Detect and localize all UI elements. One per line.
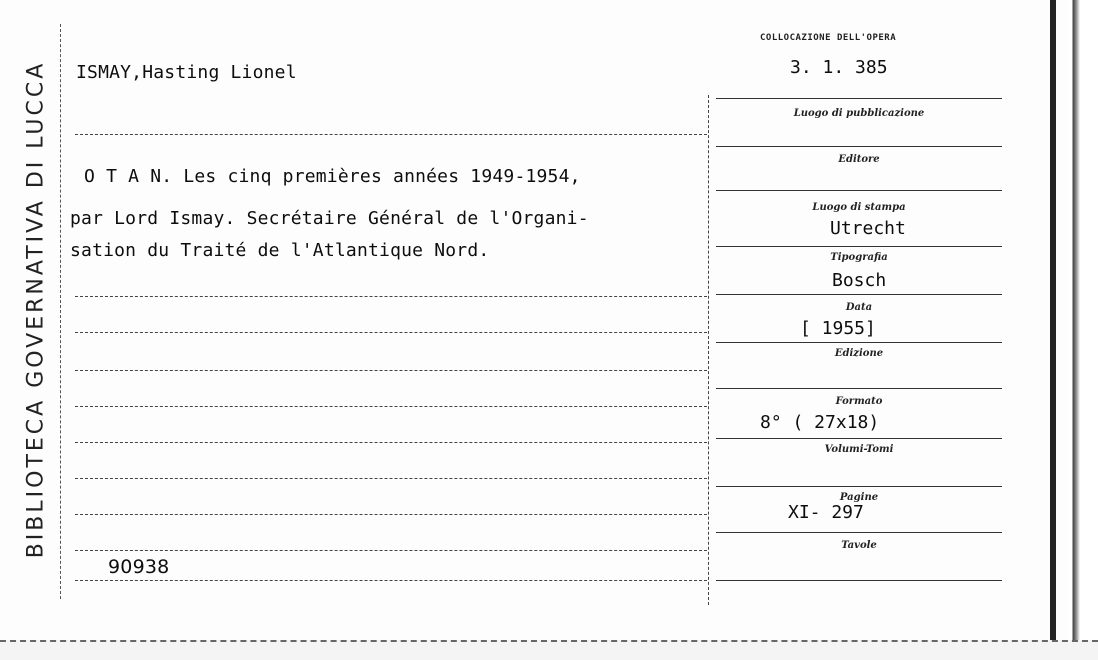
card-bottom-edge [0, 640, 1098, 660]
scan-border [1068, 0, 1098, 660]
right-rule-3 [716, 190, 1002, 191]
data-label: Data [845, 302, 873, 313]
tipografia-label: Tipografia [830, 252, 888, 263]
volumi-label: Volumi-Tomi [824, 444, 894, 455]
right-rule-6 [716, 342, 1002, 343]
rule-5 [75, 406, 707, 407]
card-right-edge [1050, 0, 1056, 640]
rule-3 [75, 332, 707, 333]
right-rule-10 [716, 532, 1002, 533]
luogo-pubblicazione-label: Luogo di pubblicazione [793, 108, 925, 119]
right-rule-9 [716, 486, 1002, 487]
left-margin-rule [60, 24, 61, 599]
tipografia-value: Bosch [832, 270, 887, 291]
luogo-stampa-label: Luogo di stampa [812, 202, 906, 213]
right-rule-11 [716, 580, 1002, 581]
rule-6 [75, 442, 707, 443]
edizione-label: Edizione [834, 348, 884, 359]
library-stamp-text: BIBLIOTECA GOVERNATIVA DI LUCCA [23, 60, 49, 558]
right-rule-8 [716, 438, 1002, 439]
right-rule-7 [716, 388, 1002, 389]
author-name: ISMAY,Hasting Lionel [76, 62, 297, 83]
collocazione-label: COLLOCAZIONE DELL'OPERA [760, 33, 897, 43]
pagine-label: Pagine [839, 492, 879, 503]
editore-label: Editore [838, 154, 880, 165]
tavole-label: Tavole [841, 540, 877, 551]
column-divider [708, 95, 709, 605]
rule-9 [75, 550, 707, 551]
title-line-1: O T A N. Les cinq premières années 1949-1954, [84, 166, 581, 187]
right-rule-5 [716, 294, 1002, 295]
right-rule-2 [716, 146, 1002, 147]
formato-value: 8° ( 27x18) [760, 412, 880, 433]
rule-1 [75, 134, 707, 135]
right-rule-4 [716, 246, 1002, 247]
title-line-3: sation du Traité de l'Atlantique Nord. [70, 240, 490, 261]
rule-4 [75, 370, 707, 371]
inventory-number: 90938 [108, 556, 170, 578]
formato-label: Formato [835, 396, 883, 407]
rule-8 [75, 514, 707, 515]
rule-10 [75, 580, 707, 581]
right-rule-1 [716, 98, 1002, 99]
rule-2 [75, 296, 707, 297]
library-stamp [18, 14, 54, 604]
title-line-2: par Lord Ismay. Secrétaire Général de l'Organi- [70, 208, 589, 229]
pagine-value: XI- 297 [788, 502, 864, 523]
rule-7 [75, 478, 707, 479]
collocazione-value: 3. 1. 385 [790, 57, 888, 78]
luogo-stampa-value: Utrecht [830, 218, 906, 239]
data-value: [ 1955] [800, 318, 876, 339]
